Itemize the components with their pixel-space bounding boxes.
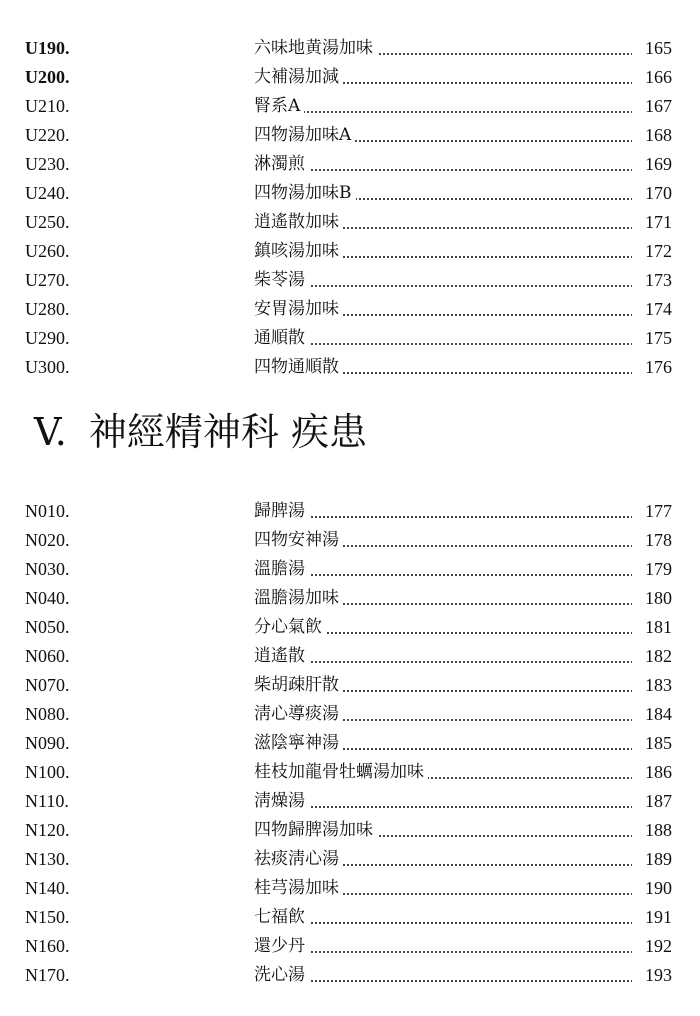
entry-page-number: 179 <box>632 555 672 584</box>
toc-entry <box>0 932 700 961</box>
dot-leader <box>256 111 660 113</box>
entry-page-number: 192 <box>632 932 672 961</box>
entry-title: 淋濁煎 <box>254 150 309 179</box>
entry-title: 通順散 <box>254 324 309 353</box>
entry-title: 柴苓湯 <box>254 266 309 295</box>
entry-page-number: 172 <box>632 237 672 266</box>
entry-title: 逍遙散 <box>254 642 309 671</box>
entry-code: N170. <box>25 965 70 985</box>
entry-code: N060. <box>25 646 70 666</box>
dot-leader <box>256 285 660 287</box>
toc-entry <box>0 787 700 816</box>
entry-page-number: 168 <box>632 121 672 150</box>
toc-entry <box>0 34 700 63</box>
toc-entry <box>0 903 700 932</box>
entry-code: U290. <box>25 328 70 348</box>
entry-page-number: 165 <box>632 34 672 63</box>
entry-page-number: 193 <box>632 961 672 990</box>
entry-page-number: 189 <box>632 845 672 874</box>
entry-page-number: 184 <box>632 700 672 729</box>
entry-page-number: 191 <box>632 903 672 932</box>
entry-code: U200. <box>25 67 70 87</box>
entry-code: N030. <box>25 559 70 579</box>
toc-entry <box>0 555 700 584</box>
entry-page-number: 177 <box>632 497 672 526</box>
entry-code: U280. <box>25 299 70 319</box>
entry-code: U190. <box>25 38 70 58</box>
entry-code: U270. <box>25 270 70 290</box>
toc-entry <box>0 497 700 526</box>
entry-page-number: 176 <box>632 353 672 382</box>
toc-entry <box>0 584 700 613</box>
dot-leader <box>256 806 660 808</box>
toc-entry <box>0 729 700 758</box>
toc-entry <box>0 526 700 555</box>
entry-page-number: 188 <box>632 816 672 845</box>
toc-entry <box>0 237 700 266</box>
entry-page-number: 180 <box>632 584 672 613</box>
entry-code: U240. <box>25 183 70 203</box>
toc-entry <box>0 324 700 353</box>
entry-title: 七福飮 <box>254 903 309 932</box>
entry-code: U210. <box>25 96 70 116</box>
entry-code: N020. <box>25 530 70 550</box>
entry-title: 四物歸脾湯加味 <box>254 816 377 845</box>
entry-title: 桂枝加龍骨牡蠣湯加味 <box>254 758 428 787</box>
entry-code: U220. <box>25 125 70 145</box>
entry-page-number: 186 <box>632 758 672 787</box>
entry-title: 歸脾湯 <box>254 497 309 526</box>
entry-title: 大補湯加減 <box>254 63 343 92</box>
entry-title: 滋陰寧神湯 <box>254 729 343 758</box>
dot-leader <box>256 516 660 518</box>
entry-title: 祛痰淸心湯 <box>254 845 343 874</box>
toc-entry <box>0 63 700 92</box>
toc-entry <box>0 208 700 237</box>
entry-page-number: 182 <box>632 642 672 671</box>
entry-code: N150. <box>25 907 70 927</box>
entry-page-number: 181 <box>632 613 672 642</box>
entry-title: 溫膽湯 <box>254 555 309 584</box>
toc-entry <box>0 874 700 903</box>
toc-entry <box>0 642 700 671</box>
entry-page-number: 171 <box>632 208 672 237</box>
section-heading <box>34 408 367 456</box>
toc-entry <box>0 179 700 208</box>
dot-leader <box>256 922 660 924</box>
entry-title: 淸心導痰湯 <box>254 700 343 729</box>
entry-page-number: 190 <box>632 874 672 903</box>
entry-code: N070. <box>25 675 70 695</box>
entry-page-number: 187 <box>632 787 672 816</box>
entry-title: 安胃湯加味 <box>254 295 343 324</box>
dot-leader <box>256 169 660 171</box>
toc-entry <box>0 353 700 382</box>
entry-page-number: 166 <box>632 63 672 92</box>
entry-page-number: 178 <box>632 526 672 555</box>
entry-title: 淸燥湯 <box>254 787 309 816</box>
entry-page-number: 185 <box>632 729 672 758</box>
dot-leader <box>256 661 660 663</box>
dot-leader <box>256 980 660 982</box>
toc-entry <box>0 150 700 179</box>
dot-leader <box>256 951 660 953</box>
entry-code: N080. <box>25 704 70 724</box>
entry-code: U300. <box>25 357 70 377</box>
entry-title: 四物湯加味A <box>254 121 355 150</box>
toc-entry <box>0 295 700 324</box>
entry-code: N130. <box>25 849 70 869</box>
section-number: V. <box>34 410 67 454</box>
entry-page-number: 173 <box>632 266 672 295</box>
entry-title: 溫膽湯加味 <box>254 584 343 613</box>
entry-code: N040. <box>25 588 70 608</box>
entry-title: 四物安神湯 <box>254 526 343 555</box>
entry-code: N120. <box>25 820 70 840</box>
entry-title: 四物湯加味B <box>254 179 356 208</box>
toc-entry <box>0 758 700 787</box>
toc-entry <box>0 92 700 121</box>
entry-page-number: 169 <box>632 150 672 179</box>
entry-title: 桂芎湯加味 <box>254 874 343 903</box>
entry-code: N100. <box>25 762 70 782</box>
toc-list-urology <box>0 34 700 382</box>
entry-code: N090. <box>25 733 70 753</box>
entry-title: 鎮咳湯加味 <box>254 237 343 266</box>
entry-title: 還少丹 <box>254 932 309 961</box>
entry-page-number: 167 <box>632 92 672 121</box>
entry-title: 分心氣飮 <box>254 613 326 642</box>
entry-title: 四物通順散 <box>254 353 343 382</box>
toc-entry <box>0 613 700 642</box>
entry-code: U230. <box>25 154 70 174</box>
toc-entry <box>0 700 700 729</box>
entry-page-number: 174 <box>632 295 672 324</box>
entry-code: N110. <box>25 791 69 811</box>
entry-page-number: 175 <box>632 324 672 353</box>
toc-entry <box>0 961 700 990</box>
entry-code: N140. <box>25 878 70 898</box>
entry-title: 六味地黄湯加味 <box>254 34 377 63</box>
entry-code: N160. <box>25 936 70 956</box>
dot-leader <box>256 574 660 576</box>
entry-title: 柴胡疎肝散 <box>254 671 343 700</box>
section-title: 神經精神科 疾患 <box>88 410 367 454</box>
entry-code: U250. <box>25 212 70 232</box>
toc-entry <box>0 816 700 845</box>
toc-entry <box>0 671 700 700</box>
entry-code: N010. <box>25 501 70 521</box>
entry-page-number: 183 <box>632 671 672 700</box>
entry-title: 洗心湯 <box>254 961 309 990</box>
entry-code: U260. <box>25 241 70 261</box>
toc-entry <box>0 845 700 874</box>
toc-list-neuropsychiatry <box>0 497 700 990</box>
dot-leader <box>256 343 660 345</box>
entry-title: 逍遙散加味 <box>254 208 343 237</box>
toc-entry <box>0 121 700 150</box>
entry-page-number: 170 <box>632 179 672 208</box>
entry-code: N050. <box>25 617 70 637</box>
toc-entry <box>0 266 700 295</box>
entry-title: 腎系A <box>254 92 304 121</box>
